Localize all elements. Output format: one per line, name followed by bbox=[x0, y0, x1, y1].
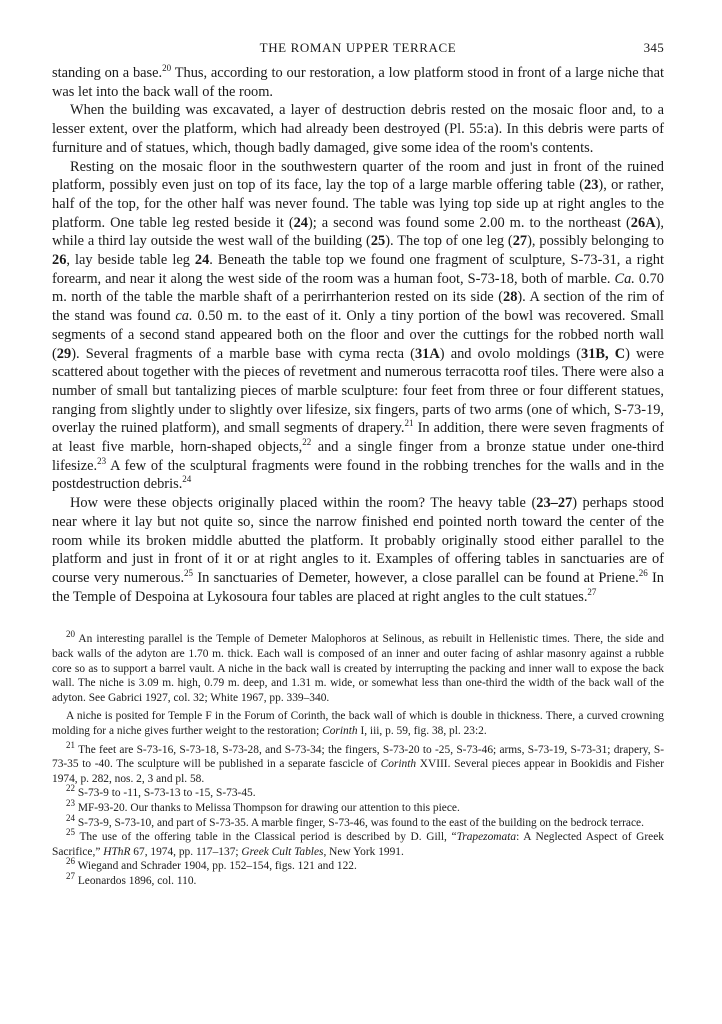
text-run: ), while a third lay outside the west wall of the building ( bbox=[52, 214, 664, 250]
footnote-text: S-73-9 to -11, S-73-13 to -15, S-73-45. bbox=[75, 787, 256, 800]
text-run: When the building was excavated, a layer of destruction debris rested on the mosaic floor and, to a lesser extent, over the platform, which had already been destroyed (Pl. 55:a). In this debris were parts of furniture and of statues, which, though badly damaged, give some idea of the room's contents. bbox=[52, 102, 664, 156]
text-run: In addition, there were seven fragments of at least five marble, horn-shaped objects, bbox=[52, 420, 665, 456]
page bbox=[52, 38, 664, 888]
text-run: Thus, according to our restoration, a low platform stood in front of a large niche that was let into the back wall of the room. bbox=[52, 65, 664, 100]
text-run: ) perhaps stood near where it lay but not quite so, since the narrow finished end pointed north toward the center of the room while its broken middle abutted the platform. It probably originally stood either parallel to the platform and just in front of it or at right angles to it. Examples of offering tables in sanctuaries are of course very numerous. bbox=[52, 495, 664, 586]
text-run: In the Temple of Despoina at Lykosoura four tables are placed at right angles to the cult statues. bbox=[52, 569, 664, 605]
italic-text: Trapezomata bbox=[456, 831, 517, 844]
text-run: and a single finger from a bronze statue under one-third lifesize. bbox=[52, 439, 664, 474]
footnote-23 bbox=[52, 798, 664, 816]
footnote-text: A niche is posited for Temple F in the Forum of Corinth, the back wall of which is double in thickness. There, a curved crowning molding for a niche gives further weight to the restoration; bbox=[52, 710, 664, 737]
footnote-number: 27 bbox=[66, 871, 75, 882]
footnote-text: Wiegand and Schrader 1904, pp. 152–154, figs. 121 and 122. bbox=[75, 860, 357, 873]
footnote-24 bbox=[52, 812, 664, 831]
text-run: standing on a base. bbox=[52, 65, 163, 81]
footnote-text: The feet are S-73-16, S-73-18, S-73-28, and S-73-34; the fingers, S-73-20 to -25, S-73-46; arms, S-73-19, S-73-31; drapery, S-73-35 to -40. The sculpture will be published in a separate fascicle of bbox=[52, 743, 664, 771]
italic-text: Corinth bbox=[322, 724, 358, 737]
body-text bbox=[52, 64, 664, 606]
footnote-text: I, iii, p. 59, fig. 38, pl. 23:2. bbox=[357, 724, 487, 737]
catalog-ref: 29 bbox=[56, 345, 72, 362]
footnote-ref-22: 22 bbox=[302, 437, 312, 448]
running-title: THE ROMAN UPPER TERRACE bbox=[259, 40, 457, 55]
footnote-number: 20 bbox=[66, 629, 75, 640]
footnote-21 bbox=[52, 739, 664, 787]
footnote-25 bbox=[52, 827, 664, 859]
text-run: ) were scattered about together with the pieces of revetment and numerous terracotta roof tiles. There were also a number of small but tantalizing pieces of marble sculpture: four feet from three or four different statues, ranging from slightly under to slightly over lifesize, six fingers, parts of two arms (one of which, S-73-19, overlay the ruined platform), and small segments of drapery. bbox=[52, 345, 664, 437]
footnote-ref-21: 21 bbox=[404, 418, 414, 429]
catalog-ref: 23 bbox=[584, 177, 599, 194]
paragraph-1 bbox=[52, 64, 664, 101]
catalog-ref: 27 bbox=[512, 233, 528, 250]
page-number: 345 bbox=[643, 40, 664, 55]
footnote-text: 67, 1974, pp. 117–137; bbox=[130, 845, 242, 858]
footnote-ref-27: 27 bbox=[587, 586, 597, 597]
text-run: A few of the sculptural fragments were found in the robbing trenches for the walls and in the postdestruction debris. bbox=[52, 457, 664, 493]
catalog-ref: 24 bbox=[194, 252, 210, 269]
footnote-text: S-73-9, S-73-10, and part of S-73-35. A marble finger, S-73-46, was found to the east of the building on the bedrock terrace. bbox=[75, 816, 644, 829]
footnote-ref-24: 24 bbox=[182, 474, 192, 485]
catalog-ref: 31B, C bbox=[581, 345, 626, 362]
footnote-20-continued bbox=[52, 709, 664, 738]
text-run: Resting on the mosaic floor in the southwestern quarter of the room and just in front of the ruined platform, possibly even just on top of its face, lay the top of a large marble offering table ( bbox=[52, 158, 664, 194]
italic-text: HThR bbox=[103, 845, 131, 858]
footnote-ref-26: 26 bbox=[638, 568, 648, 579]
footnote-number: 26 bbox=[66, 856, 75, 867]
footnote-ref-25: 25 bbox=[184, 568, 194, 579]
footnote-27 bbox=[52, 871, 664, 889]
text-run: ). A section of the rim of the stand was found bbox=[52, 289, 664, 325]
italic-text: ca. bbox=[175, 308, 193, 325]
text-run: ) and ovolo moldings ( bbox=[439, 345, 581, 362]
text-run: How were these objects originally placed within the room? The heavy table ( bbox=[70, 495, 537, 512]
text-run: , lay beside table leg bbox=[66, 252, 195, 269]
footnote-text: The use of the offering table in the Classical period is described by D. Gill, “ bbox=[75, 831, 457, 844]
footnote-22 bbox=[52, 783, 664, 801]
text-run: 0.50 m. to the east of it. Only a tiny portion of the bowl was recovered. Small segments of a second stand appeared both on the floor and over the cuttings for the robbed north wall ( bbox=[52, 308, 664, 362]
text-run: In sanctuaries of Demeter, however, a close parallel can be found at Priene. bbox=[193, 569, 639, 586]
catalog-ref: 24 bbox=[293, 214, 308, 231]
text-run: ), possibly belonging to bbox=[527, 233, 664, 250]
catalog-ref: 23–27 bbox=[536, 495, 573, 512]
footnote-26 bbox=[52, 856, 664, 874]
footnote-text: , New York 1991. bbox=[323, 845, 404, 858]
running-head bbox=[52, 38, 664, 60]
footnote-text: : A Neglected Aspect of Greek Sacrifice,” bbox=[52, 831, 664, 858]
text-run: ); a second was found some 2.00 m. to the northeast ( bbox=[308, 214, 631, 231]
footnote-ref-20: 20 bbox=[162, 63, 172, 74]
footnote-text: Leonardos 1896, col. 110. bbox=[75, 874, 197, 887]
text-run: 0.70 m. north of the table the marble shaft of a perirrhanterion rested on its side ( bbox=[52, 270, 665, 306]
catalog-ref: 31A bbox=[414, 345, 440, 362]
italic-text: Ca. bbox=[614, 270, 635, 287]
footnote-text: MF-93-20. Our thanks to Melissa Thompson for drawing our attention to this piece. bbox=[75, 801, 460, 814]
italic-text: Corinth bbox=[380, 758, 417, 771]
catalog-ref: 25 bbox=[370, 233, 386, 250]
footnote-number: 24 bbox=[66, 812, 75, 823]
footnote-20 bbox=[52, 629, 664, 705]
paragraph-4 bbox=[52, 494, 664, 606]
footnote-text: An interesting parallel is the Temple of Demeter Malophoros at Selinous, as rebuilt in Hellenistic times. There, the side and back walls of the adyton are 1.70 m. thick. Each wall is composed of an inner and outer facing of ashlar masonry against a rubble core so as to support a barrel vault. A niche in the back wall is created by interrupting the packing and inner wall to expose the back wall. The niche is 3.09 m. high, 0.79 m. deep, and 1.31 m. wide, or somewhat less than one-third the width of the back wall of the adyton. See Gabrici 1927, col. 32; White 1967, pp. 339–340. bbox=[52, 633, 664, 704]
footnote-ref-23: 23 bbox=[97, 455, 107, 466]
paragraph-3 bbox=[52, 158, 664, 495]
footnotes bbox=[52, 629, 664, 888]
footnote-text: XVIII. Several pieces appear in Bookidis and Fisher 1974, p. 282, nos. 2, 3 and pl. 58. bbox=[52, 758, 664, 785]
footnote-number: 21 bbox=[66, 739, 75, 750]
text-run: ), or rather, half of the top, for the other half was never found. The table was lying top side up at right angles to the platform. One table leg rested beside it ( bbox=[52, 177, 664, 231]
footnote-number: 23 bbox=[66, 798, 75, 809]
italic-text: Greek Cult Tables bbox=[241, 845, 324, 858]
text-run: . Beneath the table top we found one fragment of sculpture, S-73-31, a right forearm, and near it along the west side of the room was a human foot, S-73-18, both of marble. bbox=[52, 252, 664, 287]
paragraph-2 bbox=[52, 101, 664, 157]
footnote-number: 22 bbox=[66, 783, 75, 794]
text-run: ). The top of one leg ( bbox=[385, 233, 513, 250]
text-run: ). Several fragments of a marble base with cyma recta ( bbox=[71, 345, 415, 362]
catalog-ref: 26A bbox=[630, 214, 656, 231]
footnote-number: 25 bbox=[66, 827, 75, 838]
catalog-ref: 28 bbox=[503, 289, 518, 306]
catalog-ref: 26 bbox=[52, 252, 67, 269]
